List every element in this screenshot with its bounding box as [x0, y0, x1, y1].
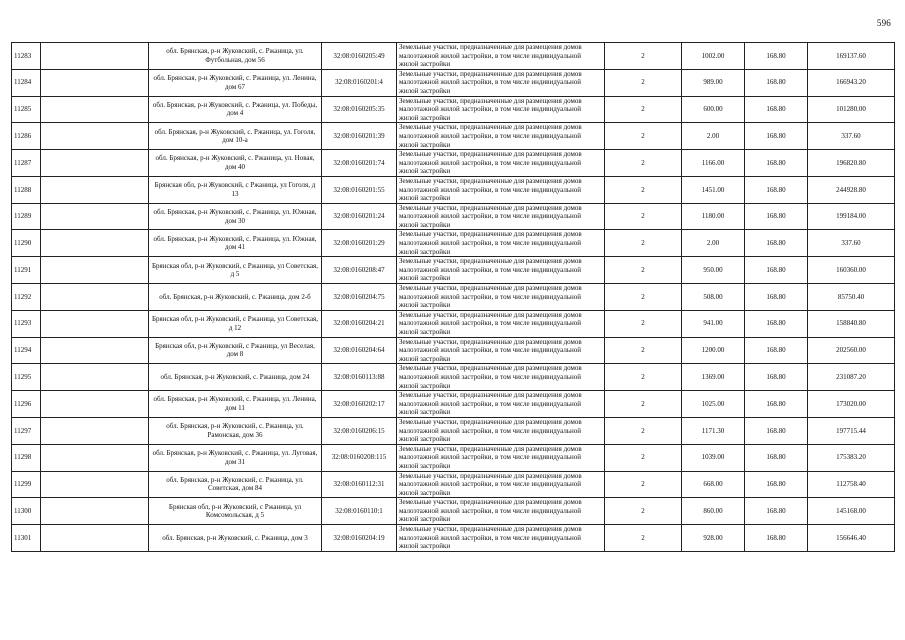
cadastral-number-cell: 32:08:0160201:4: [322, 69, 397, 96]
spacer-cell: [41, 150, 149, 177]
cadastral-value-cell: 145168.00: [808, 498, 895, 525]
group-cell: 2: [605, 176, 682, 203]
spacer-cell: [41, 176, 149, 203]
table-row: [12, 257, 895, 284]
area-cell: 1451.00: [682, 176, 745, 203]
area-cell: 928.00: [682, 525, 745, 552]
row-id: 11295: [12, 364, 41, 391]
group-cell: 2: [605, 364, 682, 391]
row-id: 11290: [12, 230, 41, 257]
cadastral-value-cell: 166943.20: [808, 69, 895, 96]
cadastral-value-cell: 112758.40: [808, 471, 895, 498]
cadastral-number-cell: 32:08:0160201:24: [322, 203, 397, 230]
area-cell: 1002.00: [682, 43, 745, 70]
cadastral-value-cell: 101280.00: [808, 96, 895, 123]
land-category-cell: Земельные участки, предназначенные для размещения домов малоэтажной жилой застройки, в том числе индивидуальной жилой застройки: [397, 444, 605, 471]
table-row: [12, 230, 895, 257]
land-category-cell: Земельные участки, предназначенные для размещения домов малоэтажной жилой застройки, в том числе индивидуальной жилой застройки: [397, 150, 605, 177]
address-cell: обл. Брянская, р-н Жуковский, с. Ржаница, ул. Новая, дом 40: [149, 150, 322, 177]
spacer-cell: [41, 444, 149, 471]
group-cell: 2: [605, 69, 682, 96]
spacer-cell: [41, 310, 149, 337]
page-number: 596: [876, 18, 891, 28]
land-category-cell: Земельные участки, предназначенные для размещения домов малоэтажной жилой застройки, в том числе индивидуальной жилой застройки: [397, 337, 605, 364]
area-cell: 1171.30: [682, 417, 745, 444]
rate-cell: 168.80: [745, 391, 808, 418]
spacer-cell: [41, 284, 149, 311]
address-cell: обл. Брянская, р-н Жуковский, с. Ржаница, дом 2-б: [149, 284, 322, 311]
area-cell: 1025.00: [682, 391, 745, 418]
land-plot-table: [11, 42, 895, 552]
area-cell: 860.00: [682, 498, 745, 525]
row-id: 11284: [12, 69, 41, 96]
rate-cell: 168.80: [745, 498, 808, 525]
cadastral-value-cell: 160360.00: [808, 257, 895, 284]
row-id: 11291: [12, 257, 41, 284]
table-row: [12, 123, 895, 150]
cadastral-number-cell: 32:08:0160204:19: [322, 525, 397, 552]
table-row: [12, 310, 895, 337]
group-cell: 2: [605, 391, 682, 418]
land-category-cell: Земельные участки, предназначенные для размещения домов малоэтажной жилой застройки, в том числе индивидуальной жилой застройки: [397, 43, 605, 70]
cadastral-number-cell: 32:08:0160202:17: [322, 391, 397, 418]
address-cell: обл. Брянская, р-н Жуковский, с. Ржаница, дом 3: [149, 525, 322, 552]
address-cell: обл. Брянская, р-н Жуковский, с. Ржаница, ул. Южная, дом 30: [149, 203, 322, 230]
rate-cell: 168.80: [745, 471, 808, 498]
land-category-cell: Земельные участки, предназначенные для размещения домов малоэтажной жилой застройки, в том числе индивидуальной жилой застройки: [397, 417, 605, 444]
spacer-cell: [41, 69, 149, 96]
address-cell: обл. Брянская, р-н Жуковский, с. Ржаница, ул. Южная, дом 41: [149, 230, 322, 257]
address-cell: обл. Брянская, р-н Жуковский, с. Ржаница, ул. Ленина, дом 67: [149, 69, 322, 96]
cadastral-number-cell: 32:08:0160112:31: [322, 471, 397, 498]
table-row: [12, 284, 895, 311]
row-id: 11286: [12, 123, 41, 150]
rate-cell: 168.80: [745, 284, 808, 311]
table-row: [12, 417, 895, 444]
land-category-cell: Земельные участки, предназначенные для размещения домов малоэтажной жилой застройки, в том числе индивидуальной жилой застройки: [397, 525, 605, 552]
rate-cell: 168.80: [745, 310, 808, 337]
area-cell: 2.00: [682, 230, 745, 257]
spacer-cell: [41, 337, 149, 364]
address-cell: обл. Брянская, р-н Жуковский, с. Ржаница, ул. Гоголя, дом 10-а: [149, 123, 322, 150]
table-row: [12, 498, 895, 525]
group-cell: 2: [605, 43, 682, 70]
area-cell: 950.00: [682, 257, 745, 284]
spacer-cell: [41, 203, 149, 230]
address-cell: обл. Брянская, р-н Жуковский, с. Ржаница, ул. Луговая, дом 31: [149, 444, 322, 471]
group-cell: 2: [605, 150, 682, 177]
spacer-cell: [41, 525, 149, 552]
land-category-cell: Земельные участки, предназначенные для размещения домов малоэтажной жилой застройки, в том числе индивидуальной жилой застройки: [397, 364, 605, 391]
row-id: 11294: [12, 337, 41, 364]
address-cell: обл. Брянская, р-н Жуковский, с. Ржаница, ул. Ленина, дом 11: [149, 391, 322, 418]
table-row: [12, 391, 895, 418]
cadastral-value-cell: 196820.80: [808, 150, 895, 177]
rate-cell: 168.80: [745, 364, 808, 391]
cadastral-value-cell: 337.60: [808, 230, 895, 257]
cadastral-value-cell: 244928.80: [808, 176, 895, 203]
group-cell: 2: [605, 444, 682, 471]
land-category-cell: Земельные участки, предназначенные для размещения домов малоэтажной жилой застройки, в том числе индивидуальной жилой застройки: [397, 69, 605, 96]
area-cell: 941.00: [682, 310, 745, 337]
row-id: 11296: [12, 391, 41, 418]
cadastral-number-cell: 32:08:0160110:1: [322, 498, 397, 525]
cadastral-number-cell: 32:08:0160204:75: [322, 284, 397, 311]
rate-cell: 168.80: [745, 444, 808, 471]
area-cell: 989.00: [682, 69, 745, 96]
group-cell: 2: [605, 498, 682, 525]
area-cell: 1200.00: [682, 337, 745, 364]
cadastral-number-cell: 32:08:0160113:88: [322, 364, 397, 391]
address-cell: Брянская обл, р-н Жуковский, с Ржаница, ул Советская, д 12: [149, 310, 322, 337]
cadastral-number-cell: 32:08:0160201:29: [322, 230, 397, 257]
spacer-cell: [41, 391, 149, 418]
row-id: 11298: [12, 444, 41, 471]
address-cell: обл. Брянская, р-н Жуковский, с. Ржаница, ул. Футбольная, дом 56: [149, 43, 322, 70]
row-id: 11301: [12, 525, 41, 552]
land-category-cell: Земельные участки, предназначенные для размещения домов малоэтажной жилой застройки, в том числе индивидуальной жилой застройки: [397, 257, 605, 284]
spacer-cell: [41, 498, 149, 525]
address-cell: обл. Брянская, р-н Жуковский, с. Ржаница, ул. Победы, дом 4: [149, 96, 322, 123]
spacer-cell: [41, 123, 149, 150]
land-category-cell: Земельные участки, предназначенные для размещения домов малоэтажной жилой застройки, в том числе индивидуальной жилой застройки: [397, 391, 605, 418]
cadastral-value-cell: 197715.44: [808, 417, 895, 444]
group-cell: 2: [605, 96, 682, 123]
row-id: 11292: [12, 284, 41, 311]
table-row: [12, 337, 895, 364]
row-id: 11288: [12, 176, 41, 203]
group-cell: 2: [605, 471, 682, 498]
area-cell: 600.00: [682, 96, 745, 123]
table-row: [12, 96, 895, 123]
group-cell: 2: [605, 230, 682, 257]
area-cell: 2.00: [682, 123, 745, 150]
cadastral-number-cell: 32:08:0160204:21: [322, 310, 397, 337]
table-row: [12, 525, 895, 552]
group-cell: 2: [605, 525, 682, 552]
rate-cell: 168.80: [745, 230, 808, 257]
rate-cell: 168.80: [745, 525, 808, 552]
address-cell: обл. Брянская, р-н Жуковский, с. Ржаница, ул. Советская, дом 84: [149, 471, 322, 498]
group-cell: 2: [605, 257, 682, 284]
rate-cell: 168.80: [745, 43, 808, 70]
land-category-cell: Земельные участки, предназначенные для размещения домов малоэтажной жилой застройки, в том числе индивидуальной жилой застройки: [397, 176, 605, 203]
rate-cell: 168.80: [745, 257, 808, 284]
cadastral-number-cell: 32:08:0160206:15: [322, 417, 397, 444]
area-cell: 508.00: [682, 284, 745, 311]
group-cell: 2: [605, 310, 682, 337]
cadastral-value-cell: 202560.00: [808, 337, 895, 364]
address-cell: Брянская обл, р-н Жуковский, с Ржаница, ул Гоголя, д 13: [149, 176, 322, 203]
cadastral-number-cell: 32:08:0160205:49: [322, 43, 397, 70]
rate-cell: 168.80: [745, 96, 808, 123]
group-cell: 2: [605, 417, 682, 444]
table-row: [12, 471, 895, 498]
rate-cell: 168.80: [745, 150, 808, 177]
land-category-cell: Земельные участки, предназначенные для размещения домов малоэтажной жилой застройки, в том числе индивидуальной жилой застройки: [397, 284, 605, 311]
table-row: [12, 364, 895, 391]
rate-cell: 168.80: [745, 203, 808, 230]
land-category-cell: Земельные участки, предназначенные для размещения домов малоэтажной жилой застройки, в том числе индивидуальной жилой застройки: [397, 123, 605, 150]
cadastral-number-cell: 32:08:0160204:64: [322, 337, 397, 364]
area-cell: 668.00: [682, 471, 745, 498]
cadastral-number-cell: 32:08:0160208:47: [322, 257, 397, 284]
table-row: [12, 203, 895, 230]
cadastral-number-cell: 32:08:0160201:74: [322, 150, 397, 177]
group-cell: 2: [605, 123, 682, 150]
row-id: 11287: [12, 150, 41, 177]
row-id: 11300: [12, 498, 41, 525]
row-id: 11283: [12, 43, 41, 70]
spacer-cell: [41, 417, 149, 444]
land-category-cell: Земельные участки, предназначенные для размещения домов малоэтажной жилой застройки, в том числе индивидуальной жилой застройки: [397, 230, 605, 257]
cadastral-value-cell: 175383.20: [808, 444, 895, 471]
cadastral-value-cell: 85750.40: [808, 284, 895, 311]
address-cell: обл. Брянская, р-н Жуковский, с. Ржаница, ул. Рамонская, дом 36: [149, 417, 322, 444]
spacer-cell: [41, 96, 149, 123]
spacer-cell: [41, 364, 149, 391]
land-category-cell: Земельные участки, предназначенные для размещения домов малоэтажной жилой застройки, в том числе индивидуальной жилой застройки: [397, 498, 605, 525]
rate-cell: 168.80: [745, 176, 808, 203]
row-id: 11299: [12, 471, 41, 498]
cadastral-value-cell: 199184.00: [808, 203, 895, 230]
spacer-cell: [41, 230, 149, 257]
area-cell: 1369.00: [682, 364, 745, 391]
spacer-cell: [41, 471, 149, 498]
cadastral-value-cell: 173020.00: [808, 391, 895, 418]
cadastral-number-cell: 32:08:0160208:115: [322, 444, 397, 471]
rate-cell: 168.80: [745, 123, 808, 150]
rate-cell: 168.80: [745, 417, 808, 444]
table-row: [12, 176, 895, 203]
area-cell: 1180.00: [682, 203, 745, 230]
address-cell: Брянская обл, р-н Жуковский, с Ржаница, ул Комсомольская, д 5: [149, 498, 322, 525]
cadastral-value-cell: 337.60: [808, 123, 895, 150]
address-cell: Брянская обл, р-н Жуковский, с Ржаница, ул Веселая, дом 8: [149, 337, 322, 364]
cadastral-number-cell: 32:08:0160201:39: [322, 123, 397, 150]
table-row: [12, 43, 895, 70]
area-cell: 1166.00: [682, 150, 745, 177]
land-category-cell: Земельные участки, предназначенные для размещения домов малоэтажной жилой застройки, в том числе индивидуальной жилой застройки: [397, 310, 605, 337]
land-category-cell: Земельные участки, предназначенные для размещения домов малоэтажной жилой застройки, в том числе индивидуальной жилой застройки: [397, 203, 605, 230]
address-cell: обл. Брянская, р-н Жуковский, с. Ржаница, дом 24: [149, 364, 322, 391]
cadastral-value-cell: 169137.60: [808, 43, 895, 70]
row-id: 11297: [12, 417, 41, 444]
spacer-cell: [41, 43, 149, 70]
cadastral-number-cell: 32:08:0160201:55: [322, 176, 397, 203]
table-body: [12, 43, 895, 552]
address-cell: Брянская обл, р-н Жуковский, с Ржаница, ул Советская, д 5: [149, 257, 322, 284]
row-id: 11293: [12, 310, 41, 337]
row-id: 11289: [12, 203, 41, 230]
table-row: [12, 69, 895, 96]
group-cell: 2: [605, 203, 682, 230]
rate-cell: 168.80: [745, 337, 808, 364]
cadastral-value-cell: 156646.40: [808, 525, 895, 552]
row-id: 11285: [12, 96, 41, 123]
cadastral-value-cell: 158840.80: [808, 310, 895, 337]
cadastral-number-cell: 32:08:0160205:35: [322, 96, 397, 123]
area-cell: 1039.00: [682, 444, 745, 471]
land-category-cell: Земельные участки, предназначенные для размещения домов малоэтажной жилой застройки, в том числе индивидуальной жилой застройки: [397, 471, 605, 498]
rate-cell: 168.80: [745, 69, 808, 96]
table-row: [12, 444, 895, 471]
group-cell: 2: [605, 337, 682, 364]
land-category-cell: Земельные участки, предназначенные для размещения домов малоэтажной жилой застройки, в том числе индивидуальной жилой застройки: [397, 96, 605, 123]
cadastral-value-cell: 231087.20: [808, 364, 895, 391]
table-row: [12, 150, 895, 177]
group-cell: 2: [605, 284, 682, 311]
spacer-cell: [41, 257, 149, 284]
